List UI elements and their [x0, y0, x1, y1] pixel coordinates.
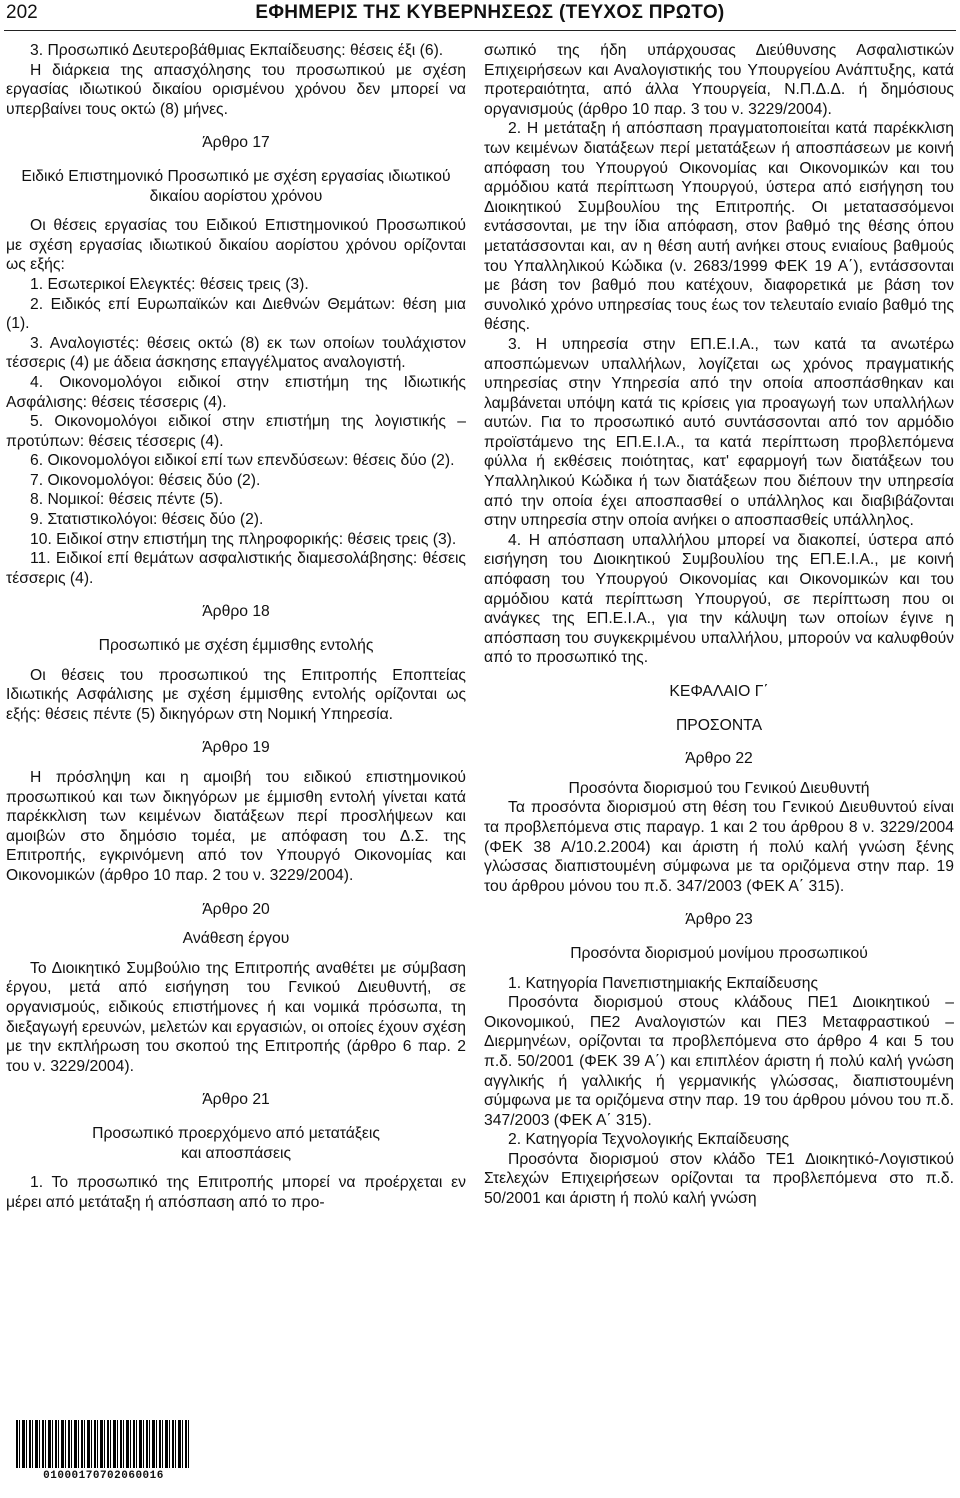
article-21-continuation: σωπικό της ήδη υπάρχουσας Διεύθυνσης Ασφαλιστικών Επιχειρήσεων και Αναλογιστικής του Υπουργείου Ανάπτυξης, κατά προτεραιότητα, από άλλα Υπουργεία, Ν.Π.Δ.Δ. ή δημόσιους οργανισμούς (άρθρο 10 παρ. 3 του ν. 3229/2004). [484, 42, 954, 118]
article-23-category-2-text: Προσόντα διορισμού στον κλάδο ΤΕ1 Διοικητικό-Λογιστικού Στελεχών Επιχειρήσεων ορίζονται τα προβλεπόμενα στο π.δ. 50/2001 και άριστη ή πολύ καλή γνώση [484, 1150, 954, 1208]
article-18-heading: Άρθρο 18 [202, 603, 270, 621]
article-18-text: Οι θέσεις του προσωπικού της Επιτροπής Εποπτείας Ιδιωτικής Ασφάλισης με σχέση έμμισθης εντολής ορίζονται ως εξής: θέσεις πέντε (5) δικηγόρων στη Νομική Υπηρεσία. [6, 666, 466, 723]
article-21-heading: Άρθρο 21 [202, 1091, 270, 1109]
article-21-paragraph-3: 3. Η υπηρεσία στην ΕΠ.Ε.Ι.Α., των κατά τα ανωτέρω αποσπώμενων υπαλλήλων, λογίζεται ως χρόνος πραγματικής υπηρεσίας στην Υπηρεσία από την οποία αποσπάσθηκαν και λαμβάνεται υπόψη κατά τις κρίσεις για προαγωγή των υπαλλήλων αυτών. Για το προσωπικό αυτό συντάσσονται από τον αρμόδιο προϊστάμενο της ΕΠ.Ε.Ι.Α., τα κατά περίπτωση προβλεπόμενα φύλλα ή εκθέσεις ποιότητας, κατ' εφαρμογή των διατάξεων του Υπαλληλικού Κώδικα ή των διατάξεων που διέπουν την υπηρεσία από την οποία έχει αποσπασθεί ο υπάλληλος και διαβιβάζονται στην υπηρεσία στην οποία ανήκει ο αποσπασθείς υπάλληλος. [484, 335, 954, 530]
list-item: 11. Ειδικοί επί θεμάτων ασφαλιστικής διαμεσολάβησης: θέσεις τέσσερις (4). [6, 550, 466, 587]
page-header [0, 0, 960, 44]
list-item: 9. Στατιστικολόγοι: θέσεις δύο (2). [30, 511, 264, 529]
article-20-heading: Άρθρο 20 [202, 900, 270, 918]
barcode-bars [16, 1420, 191, 1468]
article-21-paragraph-4: 4. Η απόσπαση υπαλλήλου μπορεί να διακοπεί, ύστερα από εισήγηση του Διοικητικού Συμβουλίου της ΕΠ.Ε.Ι.Α., με κοινή απόφαση του Υπουργού Οικονομίας και Οικονομικών και του αρμόδιου κατά περίπτωση Υπουργού, σε περίπτωση που οι ανάγκες της ΕΠ.Ε.Ι.Α., για την κάλυψη των οποίων έγινε η απόσπαση του συγκεκριμένου υπαλλήλου, μπορούν να καλυφθούν από το προσωπικό της. [484, 531, 954, 667]
article-19-text: Η πρόσληψη και η αμοιβή του ειδικού επιστημονικού προσωπικού και των δικηγόρων με έμμισθη εντολή γίνεται κατά παρέκκλιση των κειμένων διατάξεων περί προσλήψεων και αμοιβών στο δημόσιο τομέα, με απόφαση του Δ.Σ. της Επιτροπής, εγκρινόμενη από τον Υπουργό Οικονομίας και Οικονομικών (άρθρο 10 παρ. 2 του ν. 3229/2004). [6, 769, 466, 884]
article-23-title: Προσόντα διορισμού μονίμου προσωπικού [570, 944, 868, 962]
chapter-heading: ΚΕΦΑΛΑΙΟ Γ΄ [669, 683, 769, 700]
article-17-intro: Οι θέσεις εργασίας του Ειδικού Επιστημονικού Προσωπικού με σχέση εργασίας ιδιωτικού δικαίου αορίστου χρόνου ορίζονται ως εξής: [6, 217, 466, 274]
article-18-title: Προσωπικό με σχέση έμμισθης εντολής [98, 637, 374, 655]
list-item: 5. Οικονομολόγοι ειδικοί στην επιστήμη της λογιστικής – προτύπων: θέσεις τέσσερις (4). [6, 413, 466, 450]
article-22-heading: Άρθρο 22 [685, 750, 753, 768]
list-item: 3. Αναλογιστές: θέσεις οκτώ (8) εκ των οποίων τουλάχιστον τέσσερις (4) με άδεια άσκησης επαγγέλματος αναλογιστή. [6, 334, 466, 372]
article-21-title-line1: Προσωπικό προερχόμενο από μετατάξεις [92, 1124, 380, 1142]
article-23-heading: Άρθρο 23 [685, 911, 753, 929]
chapter-title: ΠΡΟΣΟΝΤΑ [675, 716, 763, 734]
article-23-category-2: 2. Κατηγορία Τεχνολογικής Εκπαίδευσης [508, 1131, 790, 1149]
list-item: 7. Οικονομολόγοι: θέσεις δύο (2). [30, 471, 261, 489]
journal-title: ΕΦΗΜΕΡΙΣ ΤΗΣ ΚΥΒΕΡΝΗΣΕΩΣ (ΤΕΥΧΟΣ ΠΡΩΤΟ) [255, 2, 725, 23]
barcode-number: 01000170702060016 [43, 1470, 164, 1482]
article-23-category-1-text: Προσόντα διορισμού στους κλάδους ΠΕ1 Διοικητικού – Οικονομικού, ΠΕ2 Αναλογιστών και ΠΕ3 Μεταφραστικού – Διερμηνέων, ορίζονται τα προβλεπόμενα στο άρθρο 4 και 5 του π.δ. 50/2001 (ΦΕΚ 39 Α΄) και επιπλέον άριστη ή πολύ καλή γνώση αγγλικής ή γαλλικής ή γερμανικής γλώσσας, διαπιστουμένη σύμφωνα με τα οριζόμενα στην παρ. 19 του άρθρου μόνου του π.δ. 347/2003 (ΦΕΚ Α΄ 315). [484, 994, 954, 1129]
article-21-paragraph-1: 1. Το προσωπικό της Επιτροπής μπορεί να προέρχεται εν μέρει από μετάταξη ή απόσπαση από το προ- [6, 1174, 466, 1211]
page-number: 202 [6, 2, 38, 23]
article-23-category-1: 1. Κατηγορία Πανεπιστημιακής Εκπαίδευσης [508, 974, 819, 992]
article-19-heading: Άρθρο 19 [202, 739, 270, 757]
list-item: 2. Ειδικός επί Ευρωπαϊκών και Διεθνών Θεμάτων: θέση μια (1). [6, 295, 466, 333]
article-17-heading: Άρθρο 17 [202, 134, 270, 152]
header-rule [4, 30, 956, 31]
article-22-title: Προσόντα διορισμού του Γενικού Διευθυντή [568, 779, 870, 797]
article-21-paragraph-2: 2. Η μετάταξη ή απόσπαση πραγματοποιείται κατά παρέκκλιση των κειμένων διατάξεων περί μετατάξεων ή αποσπάσεων με κοινή απόφαση του Υπουργού Οικονομίας και Οικονομικών και του αρμόδιου κατά περίπτωση Υπουργού, ύστερα από εισήγηση του Διοικητικού Συμβουλίου της Επιτροπής. Οι μετατασσόμενοι εντάσσονται, με την ίδια απόφαση, στον βαθμό της θέσης όπου μετατάσσονται και, αν η θέση αυτή ανήκει στους ενιαίους βαθμούς του Υπαλληλικού Κώδικα (ν. 2683/1999 ΦΕΚ 19 Α΄), εντάσσονται με βάση τον βαθμό που κατέχουν, διαφορετικά με βάση τον συνολικό χρόνο υπηρεσίας τους έως τον τελευταίο ενιαίο βαθμό της θέσης. [484, 120, 954, 334]
article-20-title: Ανάθεση έργου [182, 930, 290, 948]
intro-paragraph: Η διάρκεια της απασχόλησης του προσωπικού με σχέση εργασίας ιδιωτικού δικαίου ορισμένου χρόνου δεν μπορεί να υπερβαίνει τους οκτώ (8) μήνες. [6, 61, 466, 118]
list-item: 10. Ειδικοί στην επιστήμη της πληροφορικής: θέσεις τρεις (3). [30, 530, 457, 548]
list-item: 4. Οικονομολόγοι ειδικοί στην επιστήμη της Ιδιωτικής Ασφάλισης: θέσεις τέσσερις (4). [6, 373, 466, 411]
list-item: 1. Εσωτερικοί Ελεγκτές: θέσεις τρεις (3). [30, 275, 309, 293]
list-item: 8. Νομικοί: θέσεις πέντε (5). [30, 491, 224, 509]
article-21-title-line2: και αποσπάσεις [180, 1144, 292, 1162]
barcode [16, 1420, 191, 1484]
intro-item: 3. Προσωπικό Δευτεροβάθμιας Εκπαίδευσης: θέσεις έξι (6). [30, 42, 444, 59]
article-20-text: Το Διοικητικό Συμβούλιο της Επιτροπής αναθέτει με σύμβαση έργου, μετά από εισήγηση του Γενικού Διευθυντή, σε οργανισμούς, ειδικούς επιστήμονες ή και νομικά πρόσωπα, τη διεξαγωγή ερευνών, μελετών και εργασιών, οι οποίες έχουν σχέση με την εκπλήρωση του σκοπού της Επιτροπής (άρθρο 6 παρ. 2 του ν. 3229/2004). [6, 959, 466, 1075]
article-17-title: Ειδικό Επιστημονικό Προσωπικό με σχέση εργασίας ιδιωτικού δικαίου αορίστου χρόνου [21, 167, 451, 205]
list-item: 6. Οικονομολόγοι ειδικοί επί των επενδύσεων: θέσεις δύο (2). [30, 452, 455, 470]
right-column [484, 41, 954, 1209]
left-column [6, 41, 466, 1212]
article-22-text: Τα προσόντα διορισμού στη θέση του Γενικού Διευθυντού είναι τα προβλεπόμενα στις παραγρ. 1 και 2 του άρθρου 8 ν. 3229/2004 (ΦΕΚ 38 Α/10.2.2004) και άριστη ή πολύ καλή γνώση ξένης γλώσσας διαπιστουμένη σύμφωνα με τα οριζόμενα στην παρ. 19 του άρθρου μόνου του π.δ. 347/2003 (ΦΕΚ Α΄ 315). [484, 799, 954, 895]
